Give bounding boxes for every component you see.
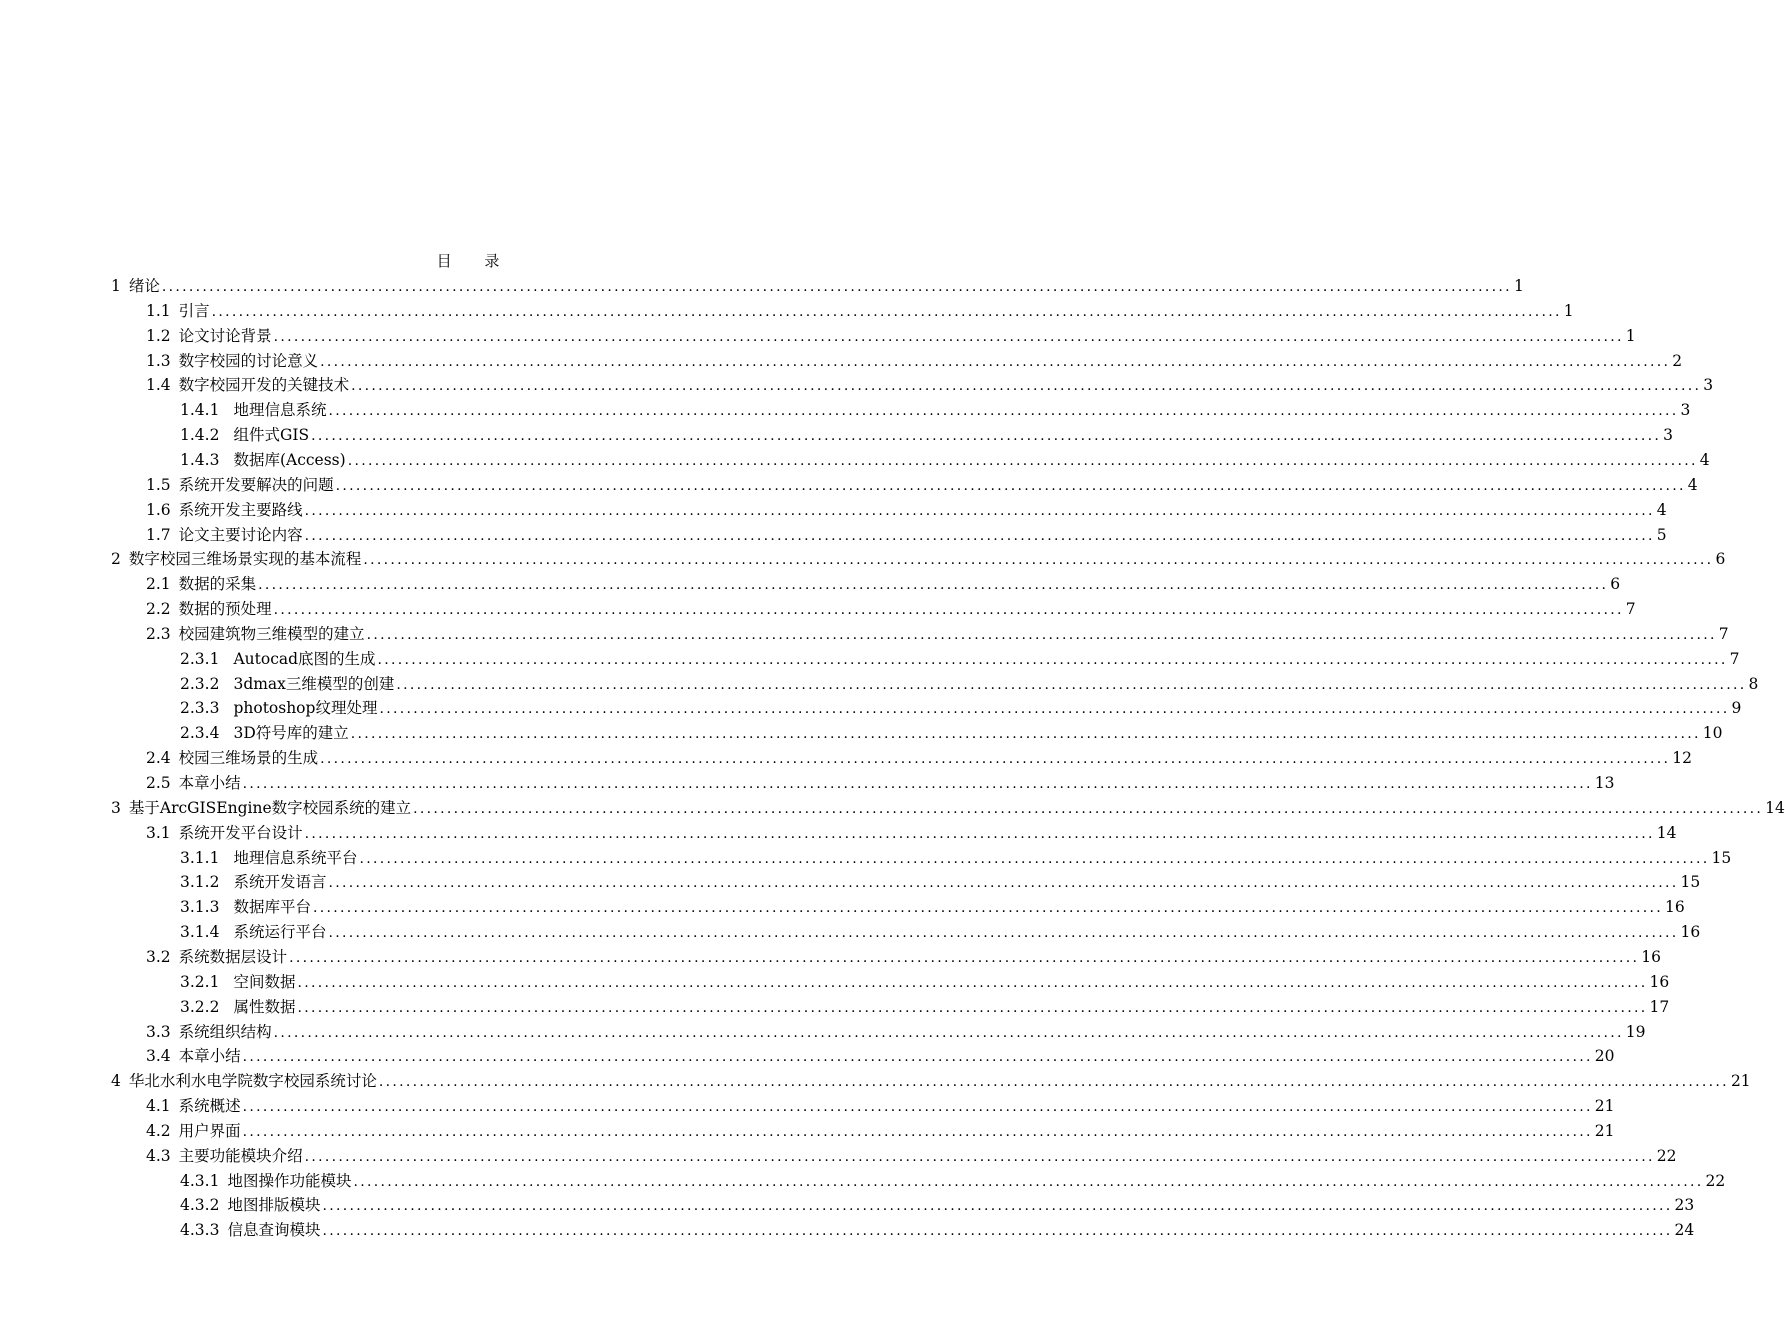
toc-entry-label (146, 349, 318, 373)
dot-leader: ........................................................................................................................................................................................................ (311, 428, 1662, 445)
toc-entry-number: 2.4 (146, 749, 171, 768)
toc-entry[interactable] (146, 324, 1636, 348)
toc-entry-number: 1 (111, 277, 121, 295)
dot-leader: ........................................................................................................................................................................................................ (273, 602, 1624, 619)
toc-entry-text: 地图排版模块 (227, 1196, 321, 1215)
toc-entry-text: 用户界面 (178, 1121, 241, 1140)
dot-leader: ........................................................................................................................................................................................................ (366, 626, 1717, 643)
toc-entry-number: 3.1 (146, 823, 171, 842)
dot-leader: ........................................................................................................................................................................................................ (359, 850, 1710, 867)
dot-leader: ........................................................................................................................................................................................................ (363, 552, 1714, 569)
dot-leader: ........................................................................................................................................................................................................ (351, 378, 1702, 395)
toc-entry-label (180, 721, 349, 745)
toc-entry-text: 数据的采集 (178, 575, 257, 594)
toc-entry-page: 21 (1594, 1121, 1615, 1140)
toc-entry[interactable] (146, 1044, 1615, 1068)
toc-entry-number: 1.4.2 (180, 426, 220, 445)
toc-entry[interactable] (111, 547, 1726, 571)
dot-leader: ........................................................................................................................................................................................................ (297, 999, 1648, 1016)
toc-entry-number: 1.6 (146, 500, 171, 519)
toc-entry-page: 7 (1729, 649, 1740, 668)
toc-entry-label (146, 622, 365, 646)
toc-entry[interactable] (180, 920, 1701, 944)
toc-entry[interactable] (180, 1193, 1695, 1217)
toc-entry-page: 20 (1594, 1047, 1615, 1066)
toc-entry-number: 3.1.1 (180, 848, 220, 867)
dot-leader: ........................................................................................................................................................................................................ (211, 303, 1562, 320)
toc-entry-label (146, 1094, 241, 1118)
dot-leader: ........................................................................................................................................................................................................ (335, 477, 1686, 494)
toc-entry-number: 3.2.2 (180, 997, 220, 1016)
toc-entry-label (146, 821, 303, 845)
toc-entry-text: 系统开发平台设计 (178, 823, 303, 842)
toc-entry[interactable] (146, 1144, 1677, 1168)
toc-entry[interactable] (146, 572, 1621, 596)
toc-entry-number: 4.1 (146, 1097, 171, 1116)
dot-leader: ........................................................................................................................................................................................................ (377, 651, 1728, 668)
toc-entry[interactable] (180, 995, 1670, 1019)
toc-entry-page: 21 (1730, 1072, 1751, 1091)
toc-entry[interactable] (146, 498, 1667, 522)
toc-entry-page: 7 (1718, 624, 1729, 643)
toc-entry-page: 17 (1649, 997, 1670, 1016)
toc-entry[interactable] (111, 1069, 1751, 1093)
dot-leader: ........................................................................................................................................................................................................ (242, 1099, 1593, 1116)
dot-leader: ........................................................................................................................................................................................................ (320, 751, 1671, 768)
toc-entry[interactable] (146, 622, 1729, 646)
toc-entry-page: 13 (1594, 774, 1615, 792)
toc-entry[interactable] (146, 1094, 1615, 1118)
toc-entry-label (180, 672, 394, 696)
toc-entry-number: 4.3.1 (180, 1171, 220, 1190)
toc-entry-label (146, 1144, 303, 1168)
toc-entry-label (180, 448, 346, 472)
toc-entry-text: 数据的预处理 (178, 600, 272, 619)
toc-entry-text: 3dmax三维模型的创建 (233, 674, 395, 693)
toc-entry-label (146, 1020, 272, 1044)
toc-entry-label (180, 1169, 351, 1193)
toc-entry-page: 1 (1625, 326, 1636, 345)
toc-entry-number: 2.3.1 (180, 649, 220, 668)
toc-entry[interactable] (180, 895, 1685, 919)
toc-entry[interactable] (111, 796, 1785, 820)
toc-entry-number: 1.1 (146, 301, 171, 320)
toc-entry-page: 1 (1563, 301, 1574, 320)
toc-entry-page: 7 (1625, 600, 1636, 619)
toc-entry-text: 地图操作功能模块 (227, 1171, 352, 1190)
toc-entry[interactable] (180, 970, 1670, 994)
dot-leader: ........................................................................................................................................................................................................ (273, 328, 1624, 345)
toc-entry-label (180, 995, 295, 1019)
toc-entry-label (146, 771, 241, 795)
dot-leader: ........................................................................................................................................................................................................ (161, 279, 1512, 295)
toc-entry-label (146, 597, 272, 621)
dot-leader: ........................................................................................................................................................................................................ (350, 726, 1701, 743)
dot-leader: ........................................................................................................................................................................................................ (304, 502, 1655, 519)
toc-entry-label (146, 1119, 241, 1143)
toc-entry-page: 15 (1711, 848, 1732, 867)
toc-entry-number: 3.1.4 (180, 923, 220, 942)
toc-entry-number: 2.2 (146, 600, 171, 619)
toc-entry-page: 16 (1641, 947, 1661, 966)
toc-entry-page: 24 (1674, 1221, 1695, 1240)
toc-entry-text: 系统开发主要路线 (178, 500, 303, 519)
toc-entry[interactable] (180, 1218, 1695, 1242)
toc-entry-page: 22 (1705, 1171, 1726, 1190)
toc-entry-text: 数据库(Access) (233, 450, 346, 469)
toc-entry-page: 6 (1715, 550, 1726, 569)
toc-entry[interactable] (180, 846, 1732, 870)
toc-entry-text: 系统数据层设计 (178, 947, 288, 966)
toc-entry-label (146, 498, 303, 522)
toc-title: 目 录 (436, 252, 514, 270)
toc-entry-label (146, 523, 303, 547)
toc-entry-label (146, 1044, 241, 1068)
toc-entry-text: 组件式GIS (233, 426, 310, 445)
toc-entry-text: 绪论 (128, 277, 160, 295)
dot-leader: ........................................................................................................................................................................................................ (322, 1223, 1673, 1240)
toc-entry-text: 数字校园三维场景实现的基本流程 (128, 550, 362, 569)
toc-entry-page: 10 (1702, 724, 1723, 743)
toc-entry[interactable] (180, 1169, 1726, 1193)
toc-entry[interactable] (146, 473, 1698, 497)
toc-entry-text: 主要功能模块介绍 (178, 1146, 303, 1165)
toc-entry-page: 21 (1594, 1097, 1615, 1116)
toc-entry-page: 3 (1663, 426, 1673, 445)
toc-entry-text: 论文主要讨论内容 (178, 525, 303, 544)
toc-entry-label (146, 572, 256, 596)
toc-entry[interactable] (146, 373, 1714, 397)
toc-entry[interactable] (146, 1119, 1615, 1143)
toc-entry[interactable] (180, 672, 1759, 696)
toc-entry-label (180, 398, 326, 422)
toc-entry-page: 9 (1731, 699, 1742, 718)
toc-entry-text: 数字校园的讨论意义 (178, 351, 319, 370)
toc-entry-number: 3.1.3 (180, 898, 220, 917)
toc-entry-label (180, 1218, 320, 1242)
toc-entry[interactable] (146, 523, 1667, 547)
dot-leader: ........................................................................................................................................................................................................ (242, 1123, 1593, 1140)
toc-entry-text: 空间数据 (233, 972, 296, 991)
toc-entry-text: 基于ArcGISEngine数字校园系统的建立 (128, 798, 412, 817)
dot-leader: ........................................................................................................................................................................................................ (413, 800, 1764, 817)
toc-entry-text: 属性数据 (233, 997, 296, 1016)
toc-entry-text: 本章小结 (178, 774, 241, 792)
toc-entry-page: 16 (1649, 972, 1670, 991)
toc-entry-number: 1.4.3 (180, 450, 220, 469)
toc-entry-label (180, 895, 311, 919)
toc-entry[interactable] (146, 1020, 1646, 1044)
dot-leader: ........................................................................................................................................................................................................ (328, 925, 1679, 942)
toc-entry-number: 2.3.4 (180, 724, 220, 743)
toc-entry[interactable] (180, 448, 1710, 472)
dot-leader: ........................................................................................................................................................................................................ (396, 676, 1747, 693)
toc-entry-text: 华北水利水电学院数字校园系统讨论 (128, 1072, 377, 1091)
toc-entry-number: 1.4 (146, 376, 171, 395)
toc-entry-text: 地理信息系统 (233, 401, 327, 420)
toc-entry-text: 信息查询模块 (227, 1221, 321, 1240)
dot-leader: ........................................................................................................................................................................................................ (304, 527, 1655, 544)
toc-entry-text: Autocad底图的生成 (233, 649, 376, 668)
toc-entry-text: 系统组织结构 (178, 1022, 272, 1041)
toc-entry[interactable] (146, 821, 1677, 845)
toc-entry-text: 校园三维场景的生成 (178, 749, 319, 768)
toc-entry-label (146, 473, 334, 497)
toc-entry-number: 2.3.3 (180, 699, 220, 718)
toc-entry-number: 3.2 (146, 947, 171, 966)
toc-entry-page: 1 (1513, 277, 1524, 295)
toc-entry-page: 3 (1703, 376, 1714, 395)
toc-entry-page: 5 (1656, 525, 1667, 544)
toc-entry-number: 1.4.1 (180, 401, 220, 420)
toc-entry-number: 4.3.3 (180, 1221, 220, 1240)
toc-entry[interactable] (180, 721, 1723, 745)
toc-entry-text: 系统运行平台 (233, 923, 327, 942)
toc-entry-number: 2.5 (146, 774, 171, 792)
toc-entry-label (111, 1069, 377, 1093)
toc-entry[interactable] (146, 597, 1636, 621)
toc-entry-text: 系统开发要解决的问题 (178, 475, 334, 494)
toc-entry[interactable] (146, 746, 1692, 770)
toc-entry-page: 15 (1680, 873, 1701, 892)
toc-entry-number: 3.4 (146, 1047, 171, 1066)
toc-entry-text: 系统开发语言 (233, 873, 327, 892)
toc-entry[interactable] (146, 945, 1661, 969)
toc-entry-number: 1.3 (146, 351, 171, 370)
toc-entry-number: 1.2 (146, 326, 171, 345)
toc-entry-label (146, 324, 272, 348)
toc-entry-page: 16 (1680, 923, 1701, 942)
dot-leader: ........................................................................................................................................................................................................ (242, 776, 1593, 792)
toc-entry-number: 4.3 (146, 1146, 171, 1165)
toc-entry-text: 引言 (178, 301, 210, 320)
dot-leader: ........................................................................................................................................................................................................ (242, 1049, 1593, 1066)
toc-entry-page: 3 (1680, 401, 1691, 420)
toc-entry-number: 2.3 (146, 624, 171, 643)
toc-entry-number: 4.2 (146, 1121, 171, 1140)
toc-entry-label (180, 1193, 320, 1217)
toc-entry-text: 本章小结 (178, 1047, 241, 1066)
toc-entry-page: 19 (1625, 1022, 1646, 1041)
toc-entry-number: 2.3.2 (180, 674, 220, 693)
toc-entry-label (180, 870, 326, 894)
dot-leader: ........................................................................................................................................................................................................ (320, 353, 1671, 370)
toc-entry-page: 8 (1748, 674, 1759, 693)
toc-entry[interactable] (180, 423, 1673, 447)
toc-entry-label (180, 696, 377, 720)
dot-leader: ........................................................................................................................................................................................................ (322, 1198, 1673, 1215)
toc-entry[interactable] (111, 274, 1524, 298)
toc-entry-text: 地理信息系统平台 (233, 848, 358, 867)
toc-entry-text: photoshop纹理处理 (233, 699, 378, 718)
toc-entry-label (180, 647, 376, 671)
dot-leader: ........................................................................................................................................................................................................ (297, 974, 1648, 991)
dot-leader: ........................................................................................................................................................................................................ (289, 949, 1640, 966)
toc-entry-number: 3 (111, 798, 121, 817)
toc-entry-label (146, 299, 210, 323)
toc-entry-page: 23 (1674, 1196, 1695, 1215)
toc-entry-page: 2 (1672, 351, 1683, 370)
toc-entry-number: 2 (111, 550, 121, 569)
toc-entry-page: 12 (1672, 749, 1692, 768)
toc-entry-text: 系统概述 (178, 1097, 241, 1116)
toc-entry-label (180, 423, 309, 447)
dot-leader: ........................................................................................................................................................................................................ (258, 577, 1609, 594)
toc-entry[interactable] (180, 398, 1691, 422)
dot-leader: ........................................................................................................................................................................................................ (328, 875, 1679, 892)
toc-entry-number: 4.3.2 (180, 1196, 220, 1215)
toc-entry[interactable] (146, 771, 1615, 795)
toc-entry-page: 6 (1610, 575, 1621, 594)
dot-leader: ........................................................................................................................................................................................................ (379, 701, 1730, 718)
toc-entry[interactable] (146, 299, 1574, 323)
toc-entry-page: 22 (1656, 1146, 1677, 1165)
toc-entry-page: 14 (1765, 798, 1785, 817)
toc-entry-label (111, 274, 160, 298)
toc-entry[interactable] (180, 647, 1740, 671)
toc-entry-number: 3.3 (146, 1022, 171, 1041)
toc-entry-number: 1.7 (146, 525, 171, 544)
toc-entry-label (111, 796, 411, 820)
dot-leader: ........................................................................................................................................................................................................ (328, 403, 1679, 420)
dot-leader: ........................................................................................................................................................................................................ (304, 1148, 1655, 1165)
toc-entry-label (146, 945, 287, 969)
toc-entry[interactable] (180, 696, 1742, 720)
toc-entry-label (111, 547, 361, 571)
toc-entry[interactable] (180, 870, 1701, 894)
toc-entry-page: 4 (1699, 450, 1710, 469)
toc-entry-text: 数字校园开发的关键技术 (178, 376, 350, 395)
toc-entry-page: 4 (1687, 475, 1698, 494)
dot-leader: ........................................................................................................................................................................................................ (312, 900, 1664, 917)
toc-entry-text: 论文讨论背景 (178, 326, 272, 345)
toc-entry-label (146, 746, 318, 770)
toc-entry-label (180, 970, 295, 994)
toc-entry[interactable] (146, 349, 1683, 373)
toc-entry-page: 16 (1665, 898, 1685, 917)
dot-leader: ........................................................................................................................................................................................................ (378, 1074, 1729, 1091)
toc-entry-label (180, 920, 326, 944)
dot-leader: ........................................................................................................................................................................................................ (273, 1024, 1624, 1041)
toc-entry-number: 2.1 (146, 575, 171, 594)
toc-entry-label (146, 373, 349, 397)
dot-leader: ........................................................................................................................................................................................................ (304, 825, 1655, 842)
toc-entry-page: 4 (1656, 500, 1667, 519)
toc-entry-number: 4 (111, 1072, 121, 1091)
toc-entry-text: 校园建筑物三维模型的建立 (178, 624, 365, 643)
dot-leader: ........................................................................................................................................................................................................ (353, 1173, 1704, 1190)
toc-entry-page: 14 (1656, 823, 1677, 842)
toc-entry-label (180, 846, 357, 870)
toc-entry-text: 3D符号库的建立 (233, 724, 349, 743)
toc-entry-number: 3.1.2 (180, 873, 220, 892)
toc-entry-text: 数据库平台 (233, 898, 311, 917)
toc-entry-number: 3.2.1 (180, 972, 220, 991)
toc-entry-number: 1.5 (146, 475, 171, 494)
dot-leader: ........................................................................................................................................................................................................ (347, 452, 1698, 469)
